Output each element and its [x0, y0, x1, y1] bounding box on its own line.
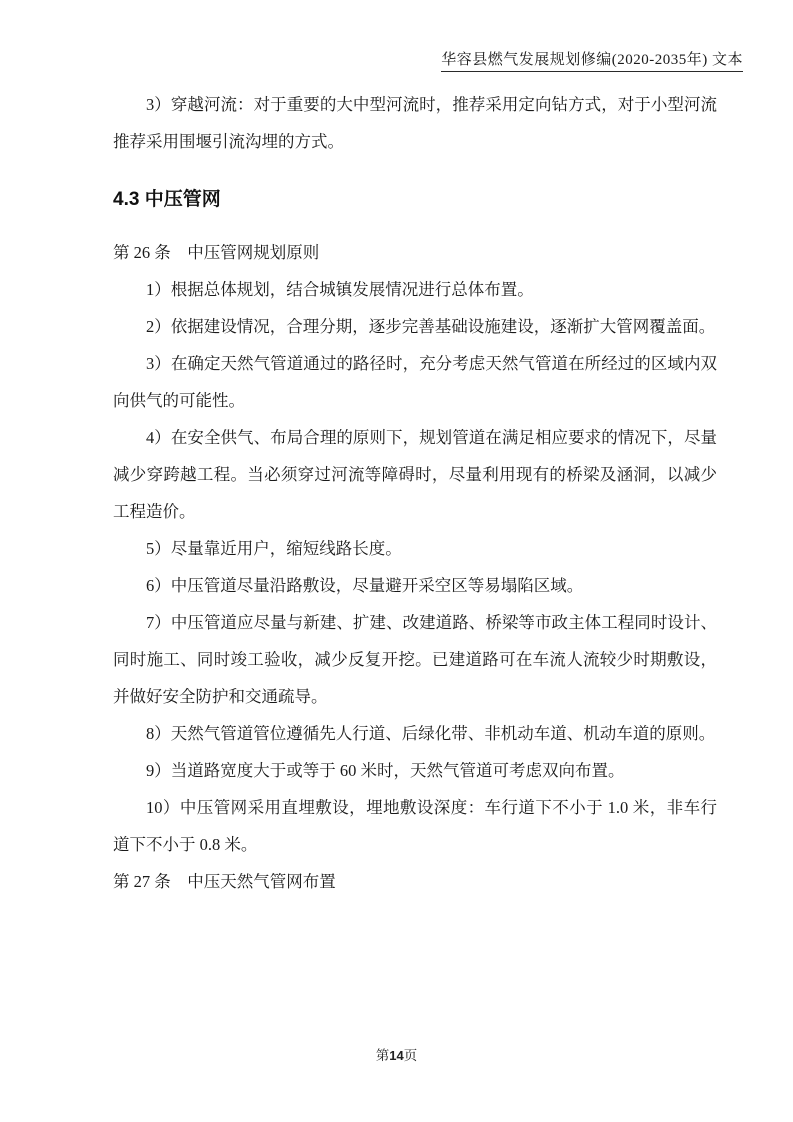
section-heading-4-3: 4.3 中压管网	[113, 189, 221, 210]
list-item-4: 4）在安全供气、布局合理的原则下，规划管道在满足相应要求的情况下，尽量减少穿跨越工程。当必须穿过河流等障碍时，尽量利用现有的桥梁及涵洞，以减少工程造价。	[113, 428, 717, 521]
footer-page-number: 14	[389, 1048, 404, 1063]
paragraph-river-crossing: 3）穿越河流：对于重要的大中型河流时，推荐采用定向钻方式，对于小型河流推荐采用围堰引流沟埋的方式。	[113, 95, 717, 151]
footer-page-prefix: 第	[375, 1048, 390, 1063]
list-item-8: 8）天然气管道管位遵循先人行道、后绿化带、非机动车道、机动车道的原则。	[146, 724, 716, 743]
page-header	[441, 50, 743, 70]
list-item-3: 3）在确定天然气管道通过的路径时，充分考虑天然气管道在所经过的区域内双向供气的可能性。	[113, 354, 717, 410]
list-item-9: 9）当道路宽度大于或等于 60 米时，天然气管道可考虑双向布置。	[146, 761, 625, 780]
footer-page-suffix: 页	[403, 1048, 418, 1063]
list-item-6: 6）中压管道尽量沿路敷设，尽量避开采空区等易塌陷区域。	[146, 576, 584, 595]
list-item-2: 2）依据建设情况，合理分期，逐步完善基础设施建设，逐渐扩大管网覆盖面。	[146, 317, 716, 336]
article-26-heading: 第 26 条 中压管网规划原则	[113, 243, 320, 262]
article-27-heading: 第 27 条 中压天然气管网布置	[113, 872, 336, 891]
header-title: 华容县燃气发展规划修编(2020-2035年) 文本	[441, 52, 743, 72]
list-item-10: 10）中压管网采用直埋敷设，埋地敷设深度：车行道下不小于 1.0 米，非车行道下不小于 0.8 米。	[113, 798, 717, 854]
list-item-7: 7）中压管道应尽量与新建、扩建、改建道路、桥梁等市政主体工程同时设计、同时施工、同时竣工验收，减少反复开挖。已建道路可在车流人流较少时期敷设，并做好安全防护和交通疏导。	[113, 613, 717, 706]
document-content	[113, 86, 717, 900]
list-item-5: 5）尽量靠近用户，缩短线路长度。	[146, 539, 402, 558]
page-footer	[0, 1044, 793, 1064]
list-item-1: 1）根据总体规划，结合城镇发展情况进行总体布置。	[146, 280, 534, 299]
